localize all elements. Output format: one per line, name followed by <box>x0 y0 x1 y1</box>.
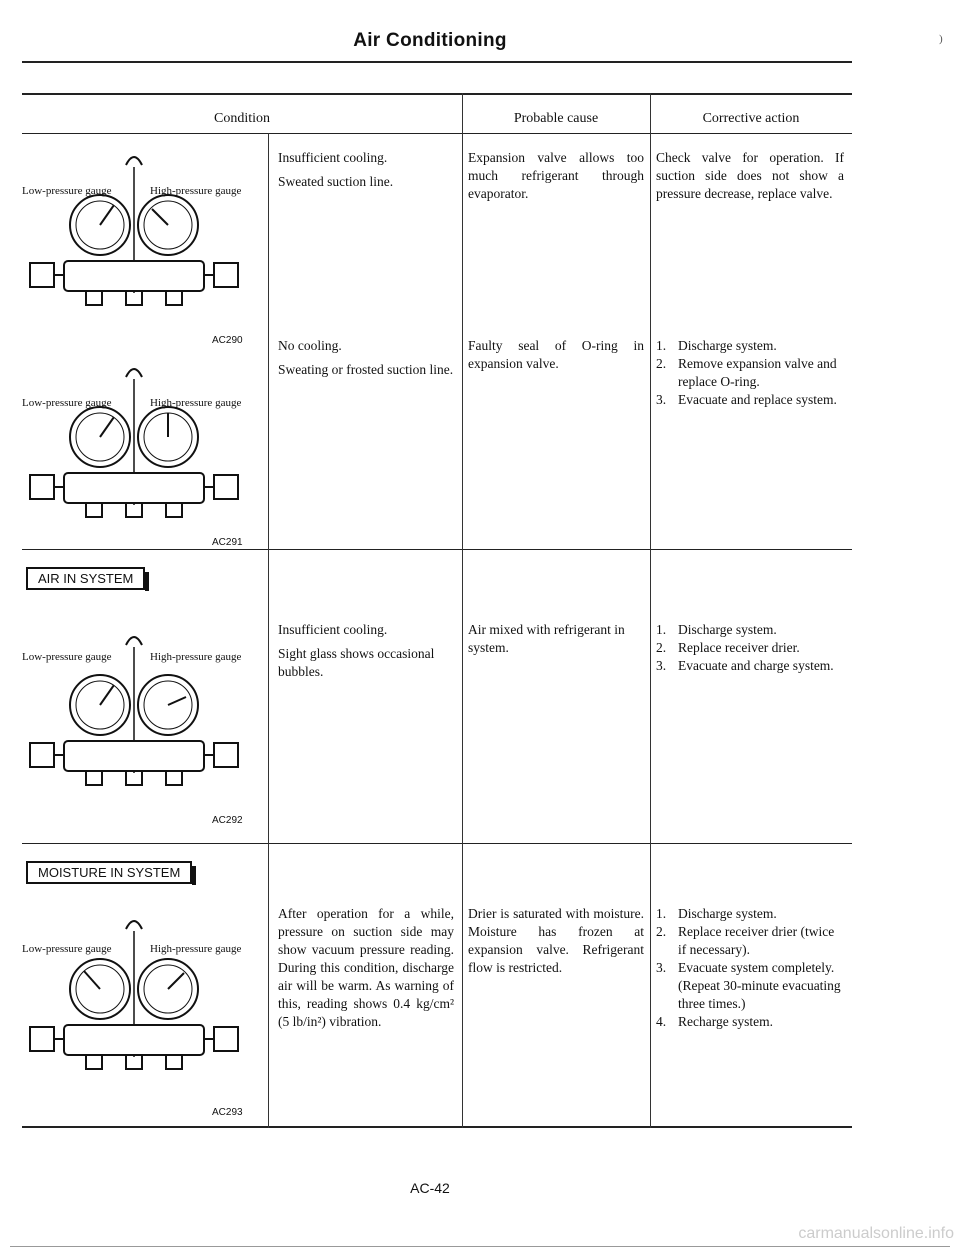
gauge-figure <box>10 907 258 1097</box>
page-number: AC-42 <box>410 1180 450 1196</box>
high-pressure-gauge-label: High-pressure gauge <box>150 397 242 409</box>
action-step: 3. Evacuate and charge system. <box>656 658 834 673</box>
condition-text <box>278 337 454 385</box>
gauge-figure <box>10 355 258 545</box>
low-pressure-gauge-label: Low-pressure gauge <box>22 185 112 197</box>
gauge-figure <box>10 143 258 333</box>
condition-text <box>278 149 454 197</box>
probable-cause-text: Air mixed with refrigerant in system. <box>468 622 625 655</box>
header-rule-condition <box>22 133 462 134</box>
condition-line: Sweating or frosted suction line. <box>278 362 454 377</box>
condition-line: Insufficient cooling. <box>278 150 388 165</box>
condition-line: No cooling. <box>278 338 342 353</box>
action-step: 1. Discharge system. <box>656 906 777 921</box>
col-rule-2 <box>650 93 651 1128</box>
probable-cause-text: Expansion valve allows too much refrigerant through evaporator. <box>468 150 644 201</box>
margin-mark: ) <box>939 33 943 45</box>
corrective-action-list <box>656 621 844 675</box>
action-step: 2. Remove expansion valve and replace O-ring. <box>656 356 837 389</box>
figure-code: AC290 <box>212 335 243 346</box>
row-rule-2 <box>22 549 852 550</box>
action-step: 2. Replace receiver drier (twice if necessary). <box>656 924 835 957</box>
action-step: 1. Discharge system. <box>656 338 777 353</box>
figure-code: AC293 <box>212 1107 243 1118</box>
high-pressure-gauge-label: High-pressure gauge <box>150 943 242 955</box>
title-rule <box>22 61 852 63</box>
gauge-figure <box>10 623 258 813</box>
row-rule-3 <box>22 843 852 844</box>
probable-cause-text: Faulty seal of O-ring in expansion valve. <box>468 338 644 371</box>
action-step: 4. Recharge system. <box>656 1014 773 1029</box>
condition-line: Sweated suction line. <box>278 174 394 189</box>
action-step: 1. Discharge system. <box>656 622 777 637</box>
header-rule-right <box>462 133 852 134</box>
low-pressure-gauge-label: Low-pressure gauge <box>22 397 112 409</box>
low-pressure-gauge-label: Low-pressure gauge <box>22 943 112 955</box>
action-step: 3. Evacuate and replace system. <box>656 392 837 407</box>
action-step: 3. Evacuate system completely. (Repeat 30-minute evacuating three times.) <box>656 960 841 1011</box>
corrective-action-text: Check valve for operation. If suction side does not show a pressure decrease, replace valve. <box>656 150 844 201</box>
header-probable-cause: Probable cause <box>513 111 599 126</box>
condition-line: Sight glass shows occasional bubbles. <box>278 646 435 679</box>
bottom-rule <box>10 1246 950 1247</box>
header-corrective-action: Corrective action <box>702 111 800 126</box>
condition-line: Insufficient cooling. <box>278 622 388 637</box>
header-condition: Condition <box>213 111 270 126</box>
troubleshooting-table <box>22 93 852 1128</box>
probable-cause-text: Drier is saturated with moisture. Moisture has frozen at expansion valve. Refrigerant flow is restricted. <box>468 906 644 975</box>
manifold-gauge-illustration <box>10 907 258 1097</box>
manifold-gauge-illustration <box>10 143 258 333</box>
page-title: Air Conditioning <box>353 30 507 51</box>
corrective-action-list <box>656 337 844 409</box>
table-bottom-rule <box>22 1126 852 1128</box>
section-label-air-in-system: AIR IN SYSTEM <box>26 567 145 590</box>
watermark: carmanualsonline.info <box>798 1225 954 1242</box>
condition-text <box>278 621 454 687</box>
table-top-rule <box>22 93 852 95</box>
action-step: 2. Replace receiver drier. <box>656 640 800 655</box>
col-rule-figure <box>268 133 269 1128</box>
col-rule-1 <box>462 93 463 1128</box>
figure-code: AC291 <box>212 537 243 548</box>
high-pressure-gauge-label: High-pressure gauge <box>150 651 242 663</box>
figure-code: AC292 <box>212 815 243 826</box>
condition-text: After operation for a while, pressure on suction side may show vacuum pressure reading. During this condition, discharge air will be warm. As warning of this, reading shows 0.4 kg/cm² (5 lb/in²) vibration. <box>278 906 454 1029</box>
low-pressure-gauge-label: Low-pressure gauge <box>22 651 112 663</box>
corrective-action-list <box>656 905 844 1031</box>
section-label-moisture-in-system: MOISTURE IN SYSTEM <box>26 861 192 884</box>
manifold-gauge-illustration <box>10 355 258 545</box>
high-pressure-gauge-label: High-pressure gauge <box>150 185 242 197</box>
